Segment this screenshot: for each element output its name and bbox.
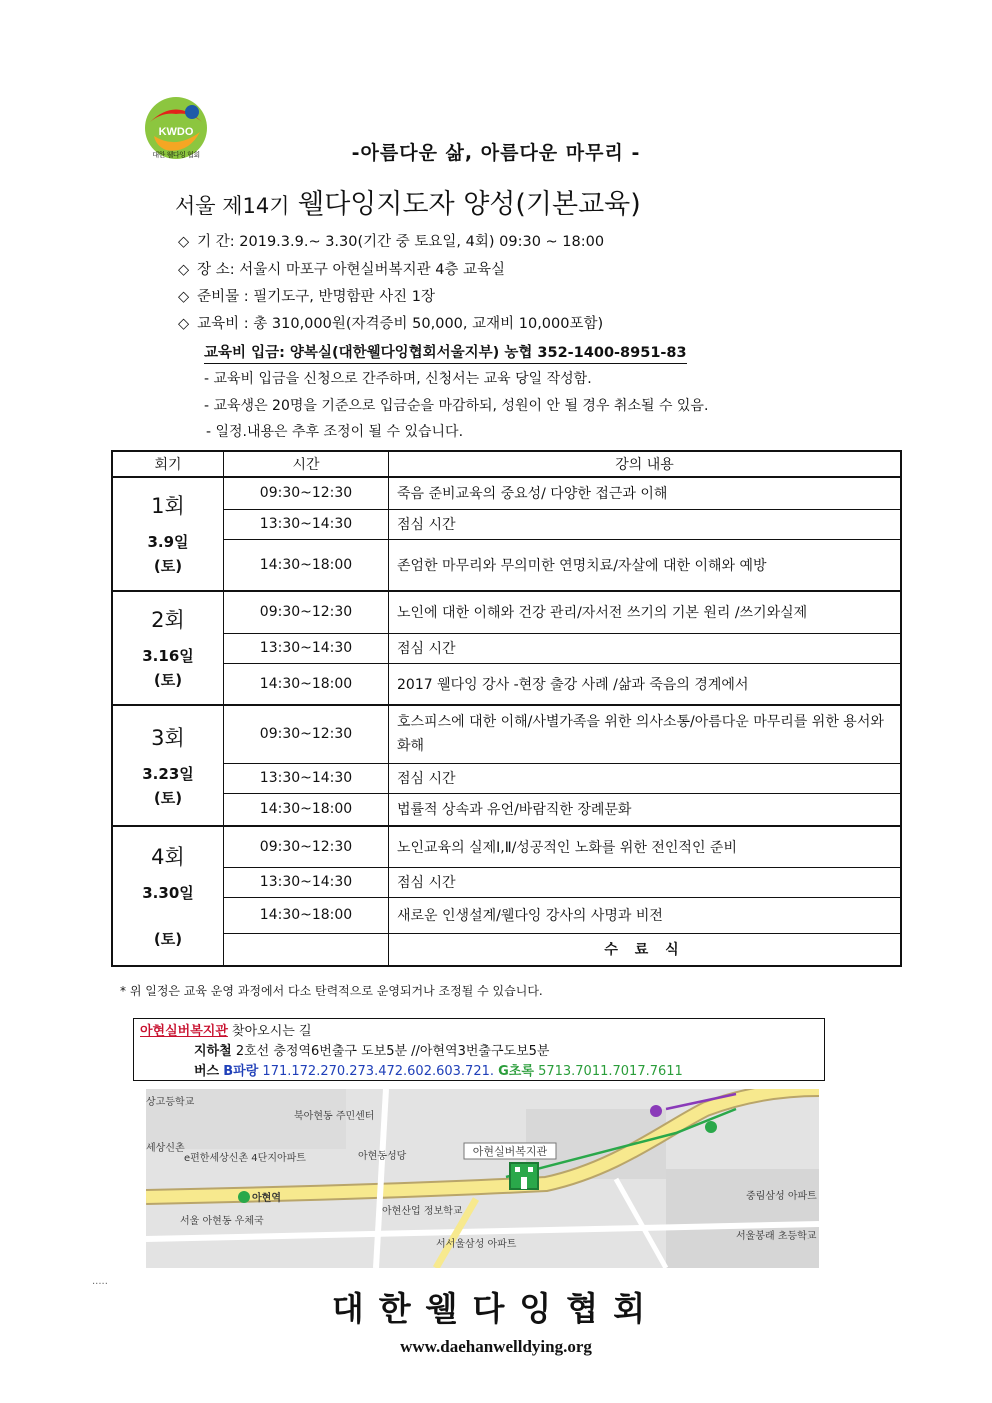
table-row bbox=[112, 867, 901, 897]
column-header: 회기 bbox=[112, 451, 224, 477]
session-date: 3.9일 bbox=[147, 533, 189, 551]
map-label: 중림삼성 아파트 bbox=[746, 1191, 817, 1202]
dots: ..... bbox=[92, 1276, 108, 1287]
time-cell: 09:30~12:30 bbox=[224, 477, 389, 509]
content-cell: 점심 시간 bbox=[389, 867, 902, 897]
closing-ceremony: 수 료 식 bbox=[389, 933, 902, 966]
logo-caption: 대한 웰다잉 협회 bbox=[152, 151, 200, 159]
table-row bbox=[112, 933, 901, 966]
info-period bbox=[178, 231, 604, 253]
info-text: 준비물 : 필기도구, 반명함판 사진 1장 bbox=[197, 289, 436, 305]
map-label: 아현동성당 bbox=[358, 1151, 407, 1162]
table-row bbox=[112, 705, 901, 763]
map-label: 아현역 bbox=[252, 1193, 281, 1204]
note-line: - 교육비 입금을 신청으로 간주하며, 신청서는 교육 당일 작성함. bbox=[204, 371, 592, 387]
location-map bbox=[146, 1089, 819, 1268]
session-cell bbox=[112, 477, 224, 591]
session-date: 3.16일 bbox=[142, 647, 194, 665]
table-row bbox=[112, 663, 901, 705]
map-label: e편한세상신촌 4단지아파트 bbox=[184, 1153, 306, 1164]
time-cell: 13:30~14:30 bbox=[224, 509, 389, 539]
time-cell bbox=[224, 933, 389, 966]
column-header: 강의 내용 bbox=[389, 451, 902, 477]
map-label: 서울 아현동 우체국 bbox=[180, 1216, 264, 1227]
content-cell: 점심 시간 bbox=[389, 509, 902, 539]
directions-heading bbox=[140, 1020, 312, 1039]
directions-box bbox=[133, 1018, 825, 1081]
session-day: (토) bbox=[153, 930, 183, 948]
time-cell: 13:30~14:30 bbox=[224, 763, 389, 793]
content-cell: 새로운 인생설계/웰다잉 강사의 사명과 비전 bbox=[389, 897, 902, 933]
bus-green-label: G초록 bbox=[498, 1064, 534, 1079]
note-line: - 교육생은 20명을 기준으로 입금순을 마감하되, 성원이 안 될 경우 취소될 수 있음. bbox=[204, 398, 709, 414]
subway-line bbox=[194, 1040, 550, 1059]
subway-text: 2호선 충정역6번출구 도보5분 //아현역3번출구도보5분 bbox=[231, 1044, 550, 1059]
map-label-center: 아현실버복지관 bbox=[472, 1145, 548, 1158]
info-text: 장 소: 서울시 마포구 아현실버복지관 4층 교육실 bbox=[197, 262, 506, 278]
table-row bbox=[112, 591, 901, 633]
map-label: 상고등학교 bbox=[146, 1097, 195, 1108]
info-text: 교육비 : 총 310,000원(자격증비 50,000, 교재비 10,000포함) bbox=[197, 316, 604, 332]
diamond-icon: ◇ bbox=[178, 234, 190, 250]
content-cell: 호스피스에 대한 이해/사별가족을 위한 의사소통/아름다운 마무리를 위한 용서와 화해 bbox=[389, 705, 902, 763]
schedule-table bbox=[111, 450, 902, 967]
time-cell: 14:30~18:00 bbox=[224, 663, 389, 705]
table-row bbox=[112, 793, 901, 826]
title-prefix: 서울 제14기 bbox=[175, 194, 290, 218]
directions-heading-text: 찾아오시는 길 bbox=[227, 1024, 312, 1039]
schedule-footnote: * 위 일정은 교육 운영 과정에서 다소 탄력적으로 운영되거나 조정될 수 있습니다. bbox=[120, 984, 543, 998]
session-date: 3.30일 bbox=[142, 884, 194, 902]
logo-letters: KWDO bbox=[158, 126, 194, 138]
info-fee bbox=[178, 313, 603, 335]
time-cell: 14:30~18:00 bbox=[224, 539, 389, 591]
bus-line bbox=[194, 1060, 683, 1079]
subway-label: 지하철 bbox=[194, 1044, 232, 1059]
place-name: 아현실버복지관 bbox=[140, 1024, 228, 1039]
content-cell: 2017 웰다잉 강사 -현장 출강 사례 /삶과 죽음의 경계에서 bbox=[389, 663, 902, 705]
time-cell: 13:30~14:30 bbox=[224, 867, 389, 897]
info-place bbox=[178, 259, 505, 281]
table-row bbox=[112, 509, 901, 539]
content-cell: 노인교육의 실제Ⅰ,Ⅱ/성공적인 노화를 위한 전인적인 준비 bbox=[389, 826, 902, 867]
bus-green-routes: 5713.7011.7017.7611 bbox=[533, 1064, 683, 1079]
bus-blue-label: B파랑 bbox=[223, 1064, 259, 1079]
content-cell: 법률적 상속과 유언/바람직한 장례문화 bbox=[389, 793, 902, 826]
bank-account: 교육비 입금: 양복실(대한웰다잉협회서울지부) 농협 352-1400-8951-83 bbox=[204, 341, 687, 364]
session-cell bbox=[112, 591, 224, 705]
map-label: 세상신촌 bbox=[146, 1143, 185, 1154]
session-date: 3.23일 bbox=[142, 764, 194, 783]
time-cell: 14:30~18:00 bbox=[224, 897, 389, 933]
organization-name: 대한웰다잉협회 bbox=[331, 1289, 661, 1328]
session-day: (토) bbox=[153, 671, 183, 689]
column-header: 시간 bbox=[224, 451, 389, 477]
time-cell: 09:30~12:30 bbox=[224, 826, 389, 867]
content-cell: 노인에 대한 이해와 건강 관리/자서전 쓰기의 기본 원리 /쓰기와실제 bbox=[389, 591, 902, 633]
map-label: 북아현동 주민센터 bbox=[294, 1111, 375, 1122]
time-cell: 13:30~14:30 bbox=[224, 633, 389, 663]
content-cell: 존엄한 마무리와 무의미한 연명치료/자살에 대한 이해와 예방 bbox=[389, 539, 902, 591]
map-label: 서서울삼성 아파트 bbox=[436, 1239, 517, 1250]
table-row bbox=[112, 763, 901, 793]
time-cell: 14:30~18:00 bbox=[224, 793, 389, 826]
map-label: 서울봉래 초등학교 bbox=[736, 1231, 817, 1242]
table-row bbox=[112, 633, 901, 663]
info-supplies bbox=[178, 286, 435, 308]
website-url: www.daehanwelldying.org bbox=[400, 1337, 592, 1356]
session-number: 4회 bbox=[151, 845, 185, 869]
time-cell: 09:30~12:30 bbox=[224, 591, 389, 633]
session-number: 1회 bbox=[151, 494, 185, 518]
tagline: -아름다운 삶, 아름다운 마무리 - bbox=[351, 142, 641, 164]
table-row bbox=[112, 897, 901, 933]
content-cell: 점심 시간 bbox=[389, 763, 902, 793]
title-main: 웰다잉지도자 양성(기본교육) bbox=[298, 189, 641, 220]
page-title bbox=[175, 182, 641, 221]
table-row bbox=[112, 477, 901, 509]
table-row bbox=[112, 539, 901, 591]
diamond-icon: ◇ bbox=[178, 262, 190, 278]
bus-blue-routes: 171.172.270.273.472.602.603.721. bbox=[258, 1064, 494, 1079]
session-number: 3회 bbox=[151, 725, 185, 750]
content-cell: 점심 시간 bbox=[389, 633, 902, 663]
session-cell bbox=[112, 705, 224, 826]
session-cell bbox=[112, 826, 224, 966]
bus-label: 버스 bbox=[194, 1064, 220, 1079]
table-header-row bbox=[112, 451, 901, 477]
table-row bbox=[112, 826, 901, 867]
time-cell: 09:30~12:30 bbox=[224, 705, 389, 763]
diamond-icon: ◇ bbox=[178, 289, 190, 305]
note-line: - 일정.내용은 추후 조정이 될 수 있습니다. bbox=[206, 424, 464, 440]
session-day: (토) bbox=[153, 557, 183, 575]
session-day: (토) bbox=[153, 788, 183, 807]
session-number: 2회 bbox=[151, 608, 185, 632]
content-cell: 죽음 준비교육의 중요성/ 다양한 접근과 이해 bbox=[389, 477, 902, 509]
info-text: 기 간: 2019.3.9.~ 3.30(기간 중 토요일, 4회) 09:30 ~ 18:00 bbox=[197, 234, 605, 250]
map-label: 아현산업 정보학교 bbox=[382, 1206, 463, 1217]
diamond-icon: ◇ bbox=[178, 316, 190, 332]
